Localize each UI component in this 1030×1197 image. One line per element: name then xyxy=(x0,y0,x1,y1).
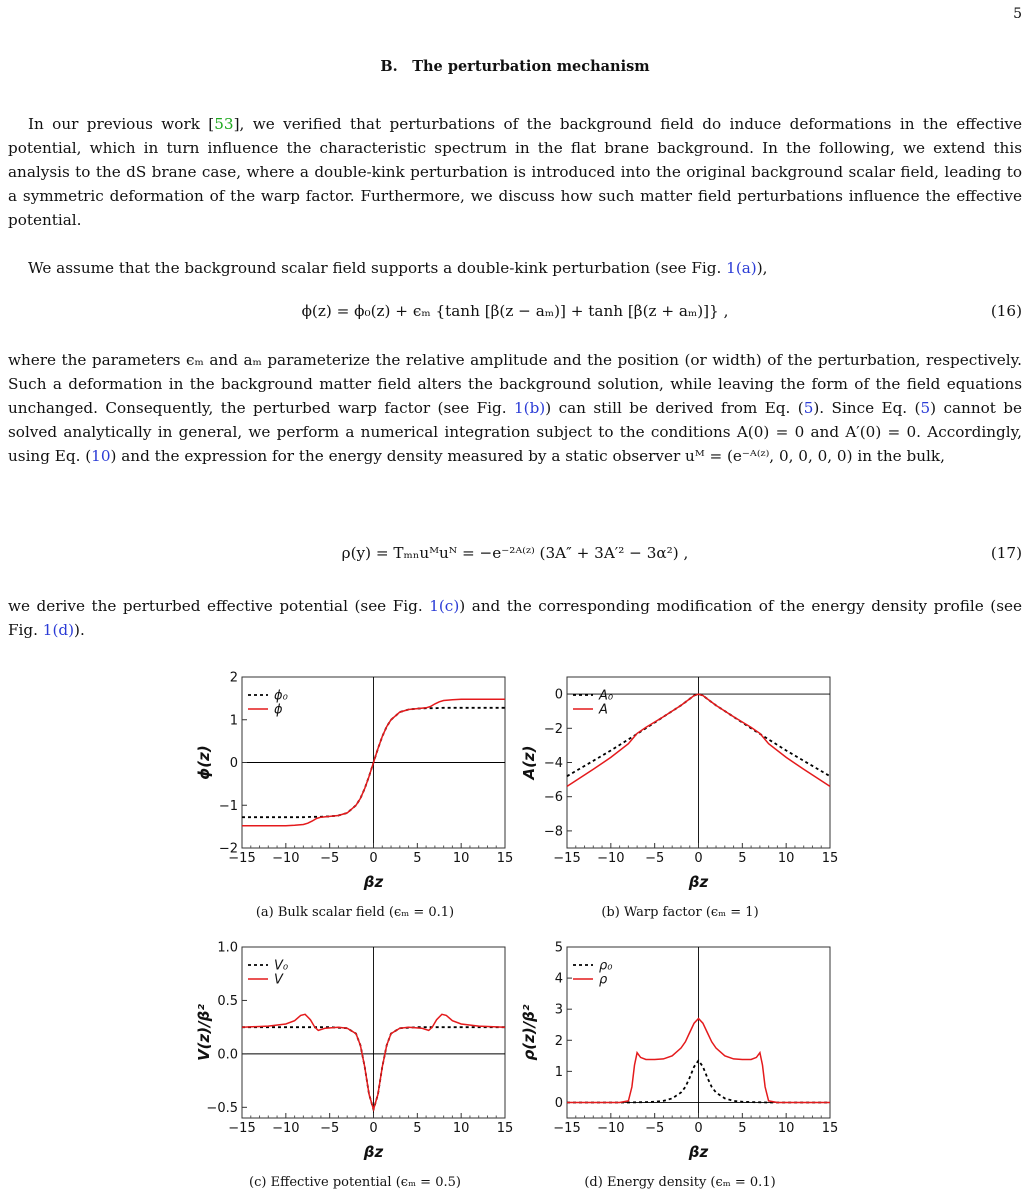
x-tick-label: −10 xyxy=(597,851,625,866)
y-tick-label: −1 xyxy=(218,798,238,814)
figure-panel-a xyxy=(195,665,525,901)
x-tick-label: 5 xyxy=(738,1121,747,1136)
legend-label: ρ₀ xyxy=(599,958,613,974)
figure-link[interactable]: 1(b) xyxy=(514,399,546,417)
x-tick-label: −5 xyxy=(645,1121,665,1136)
figure-link[interactable]: 1(a) xyxy=(726,259,757,277)
section-title: B. The perturbation mechanism xyxy=(380,58,650,75)
figure-panel-c xyxy=(195,935,525,1171)
y-tick-label: 1 xyxy=(229,713,238,729)
y-tick-label: 0.0 xyxy=(217,1047,238,1063)
y-tick-label: −0.5 xyxy=(206,1100,238,1116)
text: ) and the expression for the energy density measured by a static observer uᴹ = (e⁻ᴬ⁽ᶻ⁾, 0, 0, 0, 0) in the bulk, xyxy=(110,447,945,465)
y-axis-label: ρ(z)/β² xyxy=(520,1004,538,1061)
y-tick-label: 0.5 xyxy=(217,993,238,1009)
y-tick-label: −4 xyxy=(543,756,563,771)
equation-17 xyxy=(8,544,1022,568)
equation-link[interactable]: 5 xyxy=(920,399,931,417)
x-tick-label: 10 xyxy=(452,851,470,866)
paragraph-assumption xyxy=(8,256,1022,280)
caption-a: (a) Bulk scalar field (ϵₘ = 0.1) xyxy=(255,905,455,920)
y-tick-label: 2 xyxy=(229,670,238,686)
y-tick-label: 0 xyxy=(554,687,563,703)
chart-energy-density xyxy=(520,935,850,1167)
y-tick-label: 2 xyxy=(554,1033,563,1049)
chart-effective-potential xyxy=(195,935,525,1167)
equation-16 xyxy=(8,302,1022,326)
x-tick-label: 0 xyxy=(694,1121,703,1136)
text: ). Since Eq. ( xyxy=(813,399,921,417)
x-axis-label: βz xyxy=(363,873,384,891)
y-tick-label: 0 xyxy=(229,756,238,771)
x-tick-label: −10 xyxy=(272,851,300,866)
text: In our previous work [ xyxy=(28,115,215,133)
x-tick-label: 15 xyxy=(496,851,514,866)
legend-label: ρ xyxy=(599,972,608,988)
y-tick-label: 1.0 xyxy=(217,940,238,956)
x-axis-label: βz xyxy=(363,1143,384,1161)
y-tick-label: 0 xyxy=(554,1095,563,1111)
x-tick-label: 5 xyxy=(738,851,747,866)
equation-number: (16) xyxy=(990,302,1022,320)
paragraph-conclusion xyxy=(8,594,1022,642)
x-tick-label: −15 xyxy=(228,851,256,866)
caption-d: (d) Energy density (ϵₘ = 0.1) xyxy=(584,1175,776,1190)
chart-warp-factor xyxy=(520,665,850,897)
equation-link[interactable]: 10 xyxy=(91,447,111,465)
y-tick-label: 5 xyxy=(554,940,563,956)
text: ) cannot be solved analytically in general, we perform a numerical integration subject to the conditions A(0) = 0 and A′(0) = 0. Accordingly, using Eq. ( xyxy=(8,399,1022,465)
x-tick-label: 15 xyxy=(821,851,839,866)
figure-panel-d xyxy=(520,935,850,1171)
legend-label: V₀ xyxy=(274,958,289,974)
page-number: 5 xyxy=(1013,6,1022,22)
x-tick-label: 5 xyxy=(413,1121,422,1136)
text: ). xyxy=(74,621,85,639)
equation-number: (17) xyxy=(990,544,1022,562)
legend-label: ϕ₀ xyxy=(274,688,288,704)
x-tick-label: 15 xyxy=(496,1121,514,1136)
chart-scalar-field xyxy=(195,665,525,897)
x-tick-label: −10 xyxy=(597,1121,625,1136)
x-tick-label: −15 xyxy=(553,1121,581,1136)
legend-label: ϕ xyxy=(274,702,283,718)
x-axis-label: βz xyxy=(688,873,709,891)
x-tick-label: −15 xyxy=(553,851,581,866)
y-tick-label: 4 xyxy=(554,971,563,987)
x-tick-label: −5 xyxy=(320,851,340,866)
y-tick-label: 1 xyxy=(554,1064,563,1080)
figure-link[interactable]: 1(c) xyxy=(429,597,460,615)
text: where the parameters ϵₘ and aₘ parameterize the relative amplitude and the position (or width) of the perturbation, respectively. Such a deformation in the background matter field alters the background solution, while leaving the form of the field equations unchanged. Consequently, the perturbed warp factor (see Fig. xyxy=(8,351,1022,417)
x-tick-label: 0 xyxy=(694,851,703,866)
y-tick-label: −2 xyxy=(218,841,238,857)
legend-label: A₀ xyxy=(599,688,614,704)
legend-label: V xyxy=(274,972,283,988)
text: we derive the perturbed effective potential (see Fig. xyxy=(8,597,430,615)
legend-label: A xyxy=(599,702,608,718)
x-tick-label: −5 xyxy=(320,1121,340,1136)
x-tick-label: 10 xyxy=(452,1121,470,1136)
text: ) and the corresponding modification of the energy density profile (see Fig. xyxy=(8,597,1023,639)
y-tick-label: −8 xyxy=(543,824,563,840)
y-tick-label: −2 xyxy=(543,721,563,737)
x-tick-label: −10 xyxy=(272,1121,300,1136)
equation-body: ρ(y) = Tₘₙuᴹuᴺ = −e⁻²ᴬ⁽ᶻ⁾ (3A″ + 3A′² − 3α²) , xyxy=(341,544,689,562)
caption-b: (b) Warp factor (ϵₘ = 1) xyxy=(601,905,759,920)
x-tick-label: −5 xyxy=(645,851,665,866)
text: ], we verified that perturbations of the background field do induce deformations in the effective potential, which in turn influence the characteristic spectrum in the flat brane background. In the following, we extend this analysis to the dS brane case, where a double-kink perturbation is introduced into the original background scalar field, leading to a symmetric deformation of the warp factor. Furthermore, we discuss how such matter field perturbations influence the effective potential. xyxy=(8,115,1022,229)
y-axis-label: ϕ(z) xyxy=(195,745,213,780)
paragraph-intro xyxy=(8,112,1022,232)
paragraph-derivation xyxy=(8,348,1022,468)
y-axis-label: A(z) xyxy=(520,745,538,780)
caption-c: (c) Effective potential (ϵₘ = 0.5) xyxy=(249,1175,461,1190)
text: ), xyxy=(756,259,768,277)
text: ) can still be derived from Eq. ( xyxy=(545,399,804,417)
figure-link[interactable]: 1(d) xyxy=(42,621,75,639)
x-tick-label: 15 xyxy=(821,1121,839,1136)
x-tick-label: 10 xyxy=(777,851,795,866)
text: We assume that the background scalar field supports a double-kink perturbation (see Fig. xyxy=(28,259,727,277)
figure-panel-b xyxy=(520,665,850,901)
x-tick-label: 5 xyxy=(413,851,422,866)
y-tick-label: 3 xyxy=(554,1002,563,1018)
equation-body: ϕ(z) = ϕ₀(z) + ϵₘ {tanh [β(z − aₘ)] + tanh [β(z + aₘ)]} , xyxy=(301,302,729,320)
citation-link[interactable]: 53 xyxy=(214,115,234,133)
y-axis-label: V(z)/β² xyxy=(195,1004,213,1061)
y-tick-label: −6 xyxy=(543,790,563,806)
x-tick-label: −15 xyxy=(228,1121,256,1136)
x-tick-label: 0 xyxy=(369,851,378,866)
equation-link[interactable]: 5 xyxy=(803,399,814,417)
x-tick-label: 10 xyxy=(777,1121,795,1136)
x-tick-label: 0 xyxy=(369,1121,378,1136)
x-axis-label: βz xyxy=(688,1143,709,1161)
